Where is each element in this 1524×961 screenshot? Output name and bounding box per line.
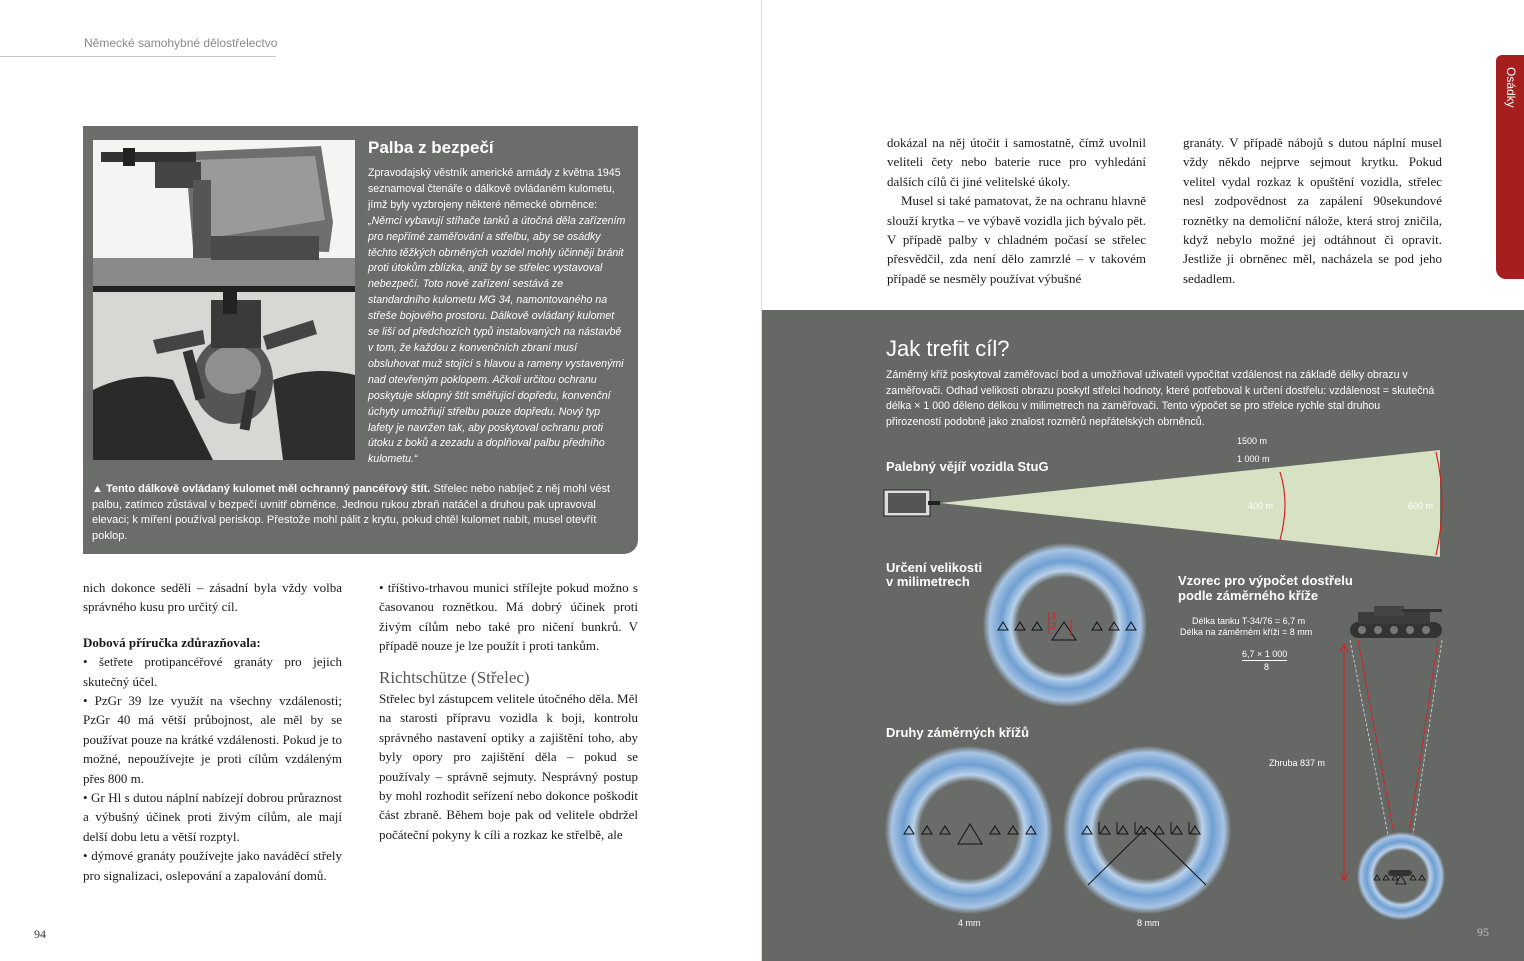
types-heading: Druhy záměrných křížů [886, 725, 1030, 740]
paragraph: nich dokonce seděli – zásadní byla vždy volba správného kusu pro určitý cíl. [83, 580, 342, 615]
sidebar-quote: „Němci vybavují stíhače tanků a útočná děla zařízením pro nepřímé zaměřování a střelbu, aby se osádky těchto těžkých obrněných vozidel mohly účinněji bránit proti útokům zblízka, aniž by se střelec vystavoval nebezpečí. Toto nové zařízení sestává ze standardního kulometu MG 34, namontovaného na střeše bojového prostoru. Dálkově ovládaný kulomet se liší od předchozích typů instalovaných na nástavbě v tom, že každou z konvenčních zbraní musí obsluhovat muž stojící s hlavou a rameny vystavenými nad otevřeným poklopem. Ačkoli určitou ochranu poskytuje sklopný štít směřující dopředu, konvenční úchyty umožňují střelbu pouze dopředu. Nový typ lafety je navržen tak, aby poskytoval ochranu proti útoku z boků a zezadu a doplňoval palbu předního kulometu.“ [368, 214, 626, 466]
caption-lead: ▲ Tento dálkově ovládaný kulomet měl ochranný pancéřový štít. [92, 483, 431, 495]
running-head-rule [0, 56, 276, 57]
sidebar-title: Palba z bezpečí [368, 138, 494, 157]
photo-caption [92, 482, 632, 544]
infographic-drawings [762, 310, 1524, 961]
reticle-type-1 [885, 746, 1053, 914]
sidebar-intro: Zpravodajský věstník americké armády z května 1945 seznamoval čtenáře o dálkově ovládaném kulometu, jímž byly vyzbrojeny některé německé obrněnce: [368, 167, 621, 211]
bullet-item: • tříštivo-trhavou munici střílejte pokud možno s časovanou roznětkou. Má dobrý účinek proti živým cílům nebo také pro ničení bunkrů. V případě nouze je lze použít i proti tankům. [379, 580, 638, 654]
reticle-ring-size [983, 543, 1147, 707]
right-page [762, 0, 1524, 961]
section-heading: Richtschütze (Střelec) [379, 667, 530, 687]
label-1000m: 1 000 m [1237, 454, 1270, 464]
paragraph: granáty. V případě nábojů s dutou náplní musel vždy někdo nejprve sejmout krytku. Pokud velitel vydal rozkaz k opuštění vozidla, střelec nesl zodpovědnost za zapálení 90sekundové roznětky na demoliční nálože, která stroj zničila, když nebylo možné jej odtáhnout či opravit. Jestliže ji obrněnec měl, nacházela se pod jeho sedadlem. [1183, 135, 1442, 286]
bullet-item: • šetřete protipancéřové granáty pro jejich skutečný účel. [83, 654, 342, 689]
running-head: Německé samohybné dělostřelectvo [84, 36, 278, 50]
label-600m: 600 m [1408, 501, 1434, 511]
formula-numerator: 6,7 × 1 000 [1242, 649, 1288, 659]
scale-4: 4 [1051, 611, 1057, 621]
paragraph: Musel si také pamatovat, že na ochranu hlavně slouží krytka – ve výbavě vozidla jich bývalo pět. V případě palby v chladném počasí se střelec přesvědčil, zda není dělo zamrzlé – v takovém případě se nesměly používat výbušné [887, 193, 1146, 286]
page-number: 95 [1477, 925, 1489, 939]
formula-line-1: Délka tanku T-34/76 = 6,7 m [1192, 616, 1306, 626]
t34-tank-icon [1350, 606, 1442, 638]
infographic-panel [762, 310, 1524, 961]
paragraph: dokázal na něj útočit i samostatně, čímž uvolnil veliteli čety nebo baterie ruce pro vyhledání dalších cílů či jiné velitelské úkoly. [887, 135, 1146, 189]
label-400m: 400 m [1248, 501, 1274, 511]
page-number: 94 [34, 927, 46, 941]
reticle-type-2 [1063, 746, 1231, 914]
right-column-1 [887, 133, 1146, 288]
subheading: Dobová příručka zdůrazňovala: [83, 634, 261, 650]
machine-gun-photo [93, 140, 355, 460]
stug-top-view-icon [884, 490, 940, 516]
size-heading-2: v milimetrech [886, 574, 970, 589]
infographic-text: Záměrný kříž poskytoval zaměřovací bod a umožňoval uživateli vypočítat vzdálenost na základě délky obrazu v zaměřovači. Odhad velikosti obrazu poskytl střelci hodnoty, které potřeboval k určení dostřelu: vzdálenost = skutečná délka × 1 000 děleno délkou v milimetrech na zaměřovači. Tento výpočet se pro střelce rychle stal druhou přirozeností podobně jako znalost rozměrů nepřátelských obrněnců. [886, 369, 1435, 428]
bullet-item: • PzGr 39 lze využít na všechny vzdálenosti; PzGr 40 má větší průbojnost, ale měl by se používat pouze na krátké vzdálenosti. Pokud je to možné, nepoužívejte je proti cílům vzdáleným přes 800 m. [83, 693, 342, 786]
type-2-label: 8 mm [1137, 918, 1160, 928]
sidebar-box [83, 126, 638, 554]
distance-label: Zhruba 837 m [1269, 758, 1326, 768]
paragraph: Střelec byl zástupcem velitele útočného děla. Měl na starosti přípravu vozidla k boji, kontrolu správného nastavení optiky a zajištění toho, aby byly opory pro zajištění děla – pokud se používaly – správně sejmuty. Nesprávný postup by mohl rozhodit seřízení nebo dokonce poškodit část zbraně. Během boje pak od velitele obdržel počáteční pokyny k cíli a rozkaz ke střelbě, ale [379, 691, 638, 842]
section-tab [1496, 55, 1524, 279]
bullet-item: • dýmové granáty používejte jako naváděcí střely pro signalizaci, oslepování a zapalování domů. [83, 848, 342, 883]
caption-text: Střelec nebo nabíječ z něj mohl vést palbu, zatímco zůstával v bezpečí uvnitř obrněnce. Jednou rukou zbraň natáčel a druhou pak upravoval elevaci; k míření používal periskop. Přestože mohl pálit z krytu, pokud chtěl kulomet nabít, musel otevřít poklop. [92, 483, 611, 542]
fan-heading: Palebný vějíř vozidla StuG [886, 459, 1049, 474]
right-column-2 [1183, 133, 1442, 288]
left-column-1 [83, 578, 342, 885]
section-tab-label: Osádky [1504, 67, 1518, 108]
size-heading-1: Určení velikosti [886, 560, 983, 575]
machine-gun-illustration [93, 140, 355, 460]
formula-heading-1: Vzorec pro výpočet dostřelu [1178, 573, 1353, 588]
infographic-title: Jak trefit cíl? [886, 336, 1010, 361]
left-column-2 [379, 578, 638, 844]
bullet-item: • Gr Hl s dutou náplní nabízejí dobrou průraznost a výbušný účinek proti živým cílům, ale mají delší dobu letu a větší rozptyl. [83, 790, 342, 844]
type-1-label: 4 mm [958, 918, 981, 928]
sidebar-text [368, 166, 626, 468]
formula-denominator: 8 [1264, 662, 1270, 672]
scale-2: 2 [1051, 621, 1057, 631]
formula-line-2: Délka na záměrném kříži = 8 mm [1180, 627, 1313, 637]
label-1500m: 1500 m [1237, 436, 1268, 446]
formula-heading-2: podle záměrného kříže [1178, 588, 1319, 603]
